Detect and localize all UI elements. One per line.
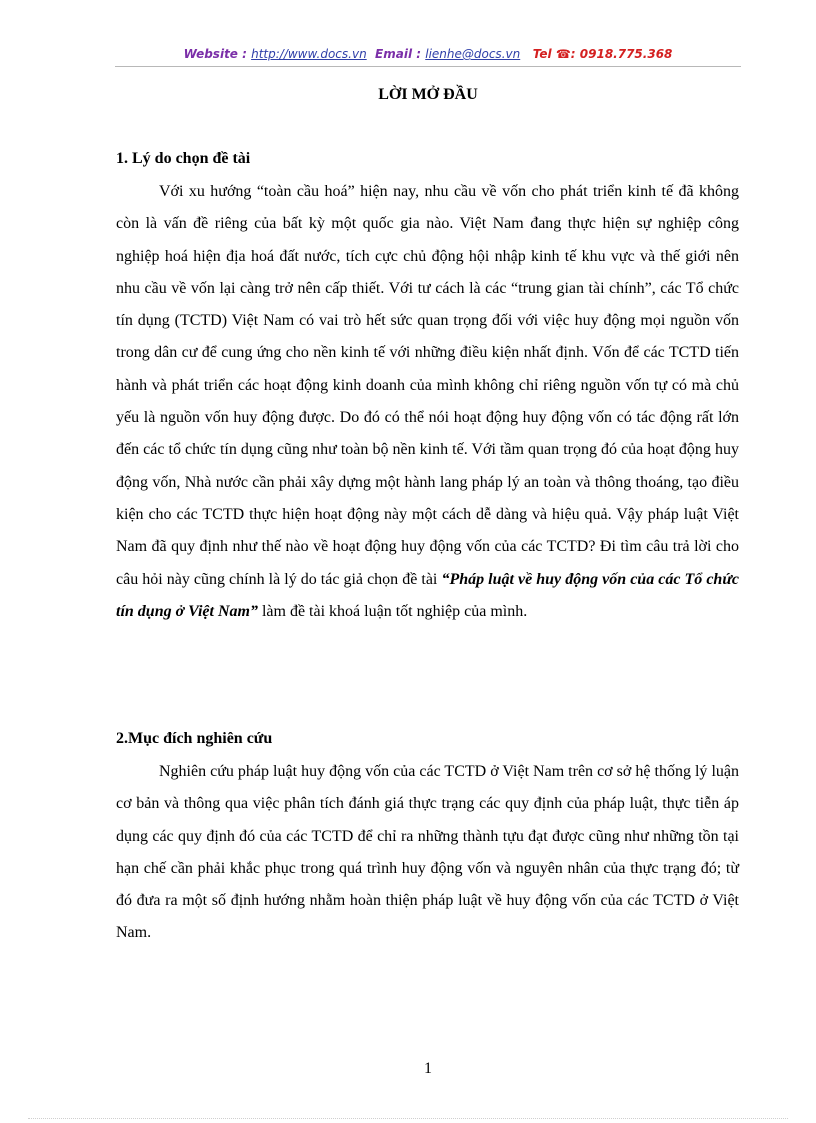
tel-number: : 0918.775.368 [570, 47, 673, 61]
website-link[interactable]: http://www.docs.vn [251, 47, 367, 61]
section-2-paragraph: Nghiên cứu pháp luật huy động vốn của các TCTD ở Việt Nam trên cơ sở hệ thống lý luận cơ bản và thông qua việc phân tích đánh giá thực trạng các quy định của pháp luật, thực tiễn áp dụng các quy định đó của các TCTD để chỉ ra những thành tựu đạt được cũng như những tồn tại hạn chế cần phải khắc phục trong quá trình huy động vốn và nguyên nhân của thực trạng đó; từ đó đưa ra một số định hướng nhằm hoàn thiện pháp luật về huy động vốn của các TCTD ở Việt Nam. [116, 763, 739, 942]
section-1-text-end: làm đề tài khoá luận tốt nghiệp của mình. [257, 602, 528, 620]
email-link[interactable]: lienhe@docs.vn [425, 47, 521, 61]
section-1-text: Với xu hướng “toàn cầu hoá” hiện nay, nhu cầu về vốn cho phát triển kinh tế đã không còn là vấn đề riêng của bất kỳ một quốc gia nào. Việt Nam đang thực hiện sự nghiệp công nghiệp hoá hiện địa hoá đất nước, tích cực chủ động hội nhập kinh tế khu vực và thế giới nên nhu cầu về vốn lại càng trở nên cấp thiết. Với tư cách là các “trung gian tài chính”, các Tổ chức tín dụng (TCTD) Việt Nam có vai trò hết sức quan trọng đối với việc huy động mọi nguồn vốn trong dân cư để cung ứng cho nền kinh tế với những điều kiện nhất định. Vốn để các TCTD tiến hành và phát triển các hoạt động kinh doanh của mình không chỉ riêng nguồn vốn tự có mà chủ yếu là nguồn vốn huy động được. Do đó có thể nói hoạt động huy động vốn có tác động rất lớn đến các tổ chức tín dụng cũng như toàn bộ nền kinh tế. Với tầm quan trọng đó của hoạt động huy động vốn, Nhà nước cần phải xây dựng một hành lang pháp lý an toàn và thông thoáng, tạo điều kiện cho các TCTD thực hiện hoạt động này một cách dễ dàng và hiệu quả. Vậy pháp luật Việt Nam đã quy định như thế nào về hoạt động huy động vốn của các TCTD? Đi tìm câu trả lời cho câu hỏi này cũng chính là lý do tác giả chọn đề tài [116, 183, 739, 588]
section-1-heading: 1. Lý do chọn đề tài [116, 150, 251, 167]
email-label: Email [375, 47, 413, 61]
footer-divider [28, 1118, 788, 1119]
website-label: Website [183, 47, 238, 61]
email-separator: : [412, 47, 426, 61]
section-1-paragraph [116, 176, 739, 628]
header-divider [115, 66, 741, 67]
tel-label: Tel [532, 47, 552, 61]
page-number: 1 [424, 1060, 432, 1077]
thesis-title: “Pháp luật về huy động vốn của các Tổ chức tín dụng ở Việt Nam” [116, 570, 740, 620]
phone-icon: ☎ [555, 47, 571, 61]
page-title: LỜI MỞ ĐẦU [378, 86, 478, 103]
page-header [115, 47, 741, 67]
section-2-heading: 2.Mục đích nghiên cứu [116, 730, 273, 747]
website-separator: : [237, 47, 252, 61]
